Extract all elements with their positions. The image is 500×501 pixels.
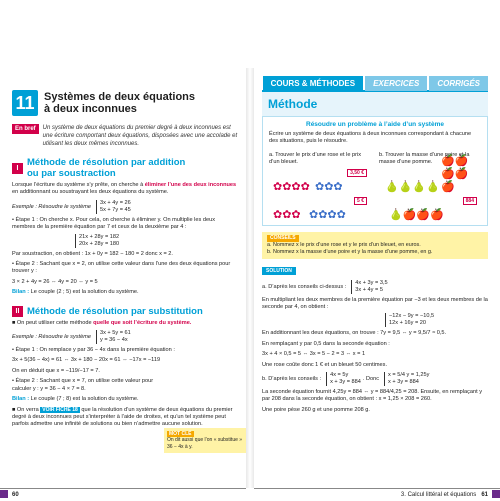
right-page [254, 0, 500, 500]
tab-corriges[interactable]: CORRIGÉS [429, 76, 488, 91]
conseils-box [262, 232, 488, 259]
conseil-a: a. Nommez x le prix d’une rose et y le prix d’un bleuet, en euros. [267, 241, 421, 248]
s1-eq1: 4x + 3y = 3,5 [355, 279, 388, 286]
solution-s7: b. D’après les conseils : [262, 376, 322, 383]
s7-done: . Donc [362, 376, 380, 383]
s2-intro [12, 320, 238, 327]
s1-calc-eq2: 20x + 28y = 180 [79, 240, 120, 247]
s1-p3: 3 × 2 + 4y = 26 ⇔ 4y = 20 ⇔ y = 5 [12, 278, 98, 285]
solution-s8: La seconde équation fournit 4,25y = 884 ⇔ y = 884/4,25 = 208. Ensuite, en remplaçant y par 208 dans la seconde équation, on obtient : x = 1,25 × 208 = 260. [262, 389, 483, 403]
s2-p4-b: que la résolution d’un système de deux équations du premier degré à deux inconnues peut s’interpréter à l’aide de droites, et qu’un tel système peut parfois admettre une infinité de solutions ou bien n’admettre aucune solution. [12, 406, 233, 428]
solution-s2-system [385, 313, 434, 327]
s1-ex-eq2: 5x + 7y = 45 [99, 206, 131, 213]
solution-s2-calc [382, 313, 488, 327]
s1-step2: • Étape 2 : Sachant que x = 2, on utilise cette valeur dans l’une des deux équations pour trouver y : [12, 261, 231, 275]
s2-example-system [96, 330, 131, 344]
conseil-b: b. Nommez x la masse d’une poire et y la masse d’une pomme, en g. [267, 248, 433, 255]
solution-s5: 3x + 4 × 0,5 = 5 ⇔ 3x = 5 − 2 = 3 ⇔ x = 1 [262, 351, 366, 358]
s1-bilan-label: Bilan : [12, 289, 30, 296]
footer-right [254, 488, 500, 500]
solution-tag: SOLUTION [262, 267, 296, 275]
s2-bilan-label: Bilan : [12, 396, 30, 403]
solution-a-system [262, 280, 488, 294]
apple-icon: 🍎🍎🍎🍎🍎 [441, 154, 469, 193]
footer-left [0, 488, 246, 500]
price-tag-1: 3,50 € [347, 169, 367, 177]
s2-ex-eq1: 3x + 5y = 61 [99, 330, 131, 337]
s2-eq2: 12x + 16y = 20 [389, 320, 427, 327]
tab-cours-methodes[interactable]: COURS & MÉTHODES [263, 76, 363, 91]
pear-icon: 🍐🍎🍎🍎 [389, 208, 444, 221]
s1-example [12, 200, 238, 214]
s1-eq2: 3x + 4y = 5 [355, 286, 383, 293]
s1-example-label: Exemple : Résoudre le système [12, 203, 91, 210]
chapter-title [44, 91, 195, 115]
section-1-title-line2: ou par soustraction [27, 168, 116, 179]
s2-p2: 3x + 5(36 − 4x) = 61 ⇔ 3x + 180 − 20x = 61 ⇔ −17x = −119 [12, 357, 161, 364]
methode-header [262, 90, 488, 116]
problem-a-label: a. Trouver le prix d’une rose et le prix d’un bleuet. [269, 151, 362, 166]
en-bref [12, 124, 238, 148]
s2-ex-eq2: y = 36 − 4x [99, 337, 128, 344]
mot-cle-box [164, 428, 246, 453]
solution-s1: a. D’après les conseils ci-dessus : [262, 283, 347, 290]
right-page-number: 61 [481, 492, 488, 498]
bluet-icon: ✿✿✿ [315, 180, 343, 193]
s1-calc-system [75, 234, 119, 248]
s2-p4-a: ■ On verra [12, 406, 41, 413]
methode-intro: Écrire un système de deux équations à deux inconnues correspondant à chacune des situations, puis le résoudre. [269, 131, 472, 145]
solution-s3: En additionnant les deux équations, on trouve : 7y = 9,5 ⇔ y = 9,5/7 ≈ 0,5. [262, 330, 447, 337]
left-page-number: 60 [12, 492, 19, 498]
s1-p1-a: Lorsque l’écriture du système s’y prête, on cherche à [12, 182, 145, 188]
chapter-header [12, 90, 238, 116]
section-1-number: I [12, 163, 23, 174]
section-2-title: Méthode de résolution par substitution [27, 305, 203, 317]
solution-s7-system [326, 372, 361, 386]
mass-tag: 884 [463, 197, 477, 205]
s2-step2: • Étape 2 : Sachant que x = 7, on utilise cette valeur pour calculer y : y = 36 − 4 × 7 = 8. [12, 378, 154, 392]
s1-p1-highlight: éliminer l’une des deux inconnues [144, 182, 237, 188]
s2-step1: • Étape 1 : On remplace y par 36 − 4x dans la première équation : [12, 347, 175, 354]
s7-res1: x = 5/4 y = 1,25y [388, 372, 430, 379]
s1-calc-eq1: 21x + 28y = 182 [79, 233, 120, 240]
tab-exercices[interactable]: EXERCICES [365, 76, 427, 91]
bluet-icon: ✿✿✿✿ [309, 208, 346, 221]
gutter [246, 68, 254, 488]
left-corner-marker [0, 490, 8, 498]
s2-p3: On en déduit que x = −119/−17 = 7. [12, 367, 100, 374]
s2-example-label: Exemple : Résoudre le système [12, 334, 91, 341]
s7-eq1: 4x = 5y [330, 372, 349, 379]
price-tag-2: 5 € [354, 197, 367, 205]
scale-picture-2 [379, 197, 481, 223]
s2-p1-highlight: quelle que soit l’écriture du système. [93, 319, 192, 326]
left-page [0, 0, 246, 500]
section-1-intro [12, 182, 238, 197]
solution-s1-system [351, 280, 387, 294]
rose-icon: ✿✿✿ [273, 208, 301, 221]
footer-chapter-text: 3. Calcul littéral et équations [400, 492, 477, 498]
methode-subtitle: Résoudre un problème à l’aide d’un système [306, 121, 444, 128]
flowers-picture-2 [269, 197, 371, 223]
solution-b-system [262, 372, 488, 386]
s1-bilan [12, 289, 238, 296]
s1-calc [72, 234, 238, 248]
section-2-number: II [12, 306, 23, 317]
section-1-title-line1: Méthode de résolution par addition [27, 157, 186, 168]
conseils-tag: CONSEILS [267, 235, 299, 242]
section-tabs [263, 76, 488, 91]
solution-s9: Une poire pèse 260 g et une pomme 208 g. [262, 406, 370, 413]
chapter-title-line1: Systèmes de deux équations [44, 91, 195, 103]
pear-icon: 🍐🍐🍐🍐 [385, 180, 440, 193]
methode-title: Méthode [268, 97, 318, 111]
s2-p4 [12, 407, 238, 429]
solution-s4: En remplaçant y par 0,5 dans la seconde équation : [262, 340, 390, 347]
s1-p1-c: en additionnant ou soustrayant les deux équations du système. [12, 189, 169, 196]
en-bref-text: Un système de deux équations du premier degré à deux inconnues est une écriture comportant deux équations, disposées avec une accolade et utilisant les deux mêmes inconnues. [42, 125, 238, 147]
solution-s2: En multipliant les deux membres de la première équation par −3 et les deux membres de la seconde par 4, on obtient : [262, 296, 488, 311]
problem-columns [269, 149, 481, 223]
en-bref-tag: En bref [12, 124, 39, 134]
s1-p2: Par soustraction, on obtient : 1x + 0y = 182 − 180 = 2 donc x = 2. [12, 250, 173, 257]
right-corner-marker [492, 490, 500, 498]
s2-bilan [12, 396, 238, 403]
s7-eq2: x + 3y = 884 [330, 379, 361, 386]
problem-b-label: b. Trouver la masse d’une poire et la masse d’une pomme. [379, 151, 470, 166]
problem-b [379, 149, 481, 223]
mot-cle-text: On dit aussi que l’on « substitue » 36 − 4x à y. [167, 437, 243, 450]
section-1-title [27, 157, 185, 179]
solution-s7-result [384, 372, 429, 386]
methode-box [262, 116, 488, 226]
chapter-title-line2: à deux inconnues [44, 103, 137, 115]
solution-s6: Une rose coûte donc 1 € et un bleuet 50 centimes. [262, 361, 388, 368]
section-2-header [12, 306, 238, 317]
flowers-picture-1 [269, 169, 371, 195]
s2-eq1: −12x − 9y = −10,5 [389, 313, 435, 320]
s7-res2: x + 3y = 884 [388, 379, 419, 386]
mot-cle-tag: MOT CLÉ [169, 431, 192, 437]
s2-bilan-text: Le couple (7 ; 8) est la solution du système. [29, 396, 139, 403]
chapter-number: 11 [12, 90, 38, 116]
s2-example [12, 330, 238, 344]
s1-example-system [96, 200, 131, 214]
s1-step1: • Étape 1 : On cherche x. Pour cela, on cherche à éliminer y. On multiplie les deux membres de la première équation par 7 et ceux de la deuxième par 4 : [12, 216, 216, 231]
voir-fiche-link[interactable]: VOIR FICHE 18 [42, 406, 78, 413]
s1-bilan-text: Le couple (2 ; 5) est la solution du système. [29, 289, 139, 296]
s1-ex-eq1: 3x + 4y = 26 [99, 199, 131, 206]
rose-icon: ✿✿✿✿ [273, 180, 310, 193]
problem-a [269, 149, 371, 223]
s2-p1-a: ■ On peut utiliser cette méthode [12, 319, 94, 326]
section-1-header [12, 157, 238, 179]
